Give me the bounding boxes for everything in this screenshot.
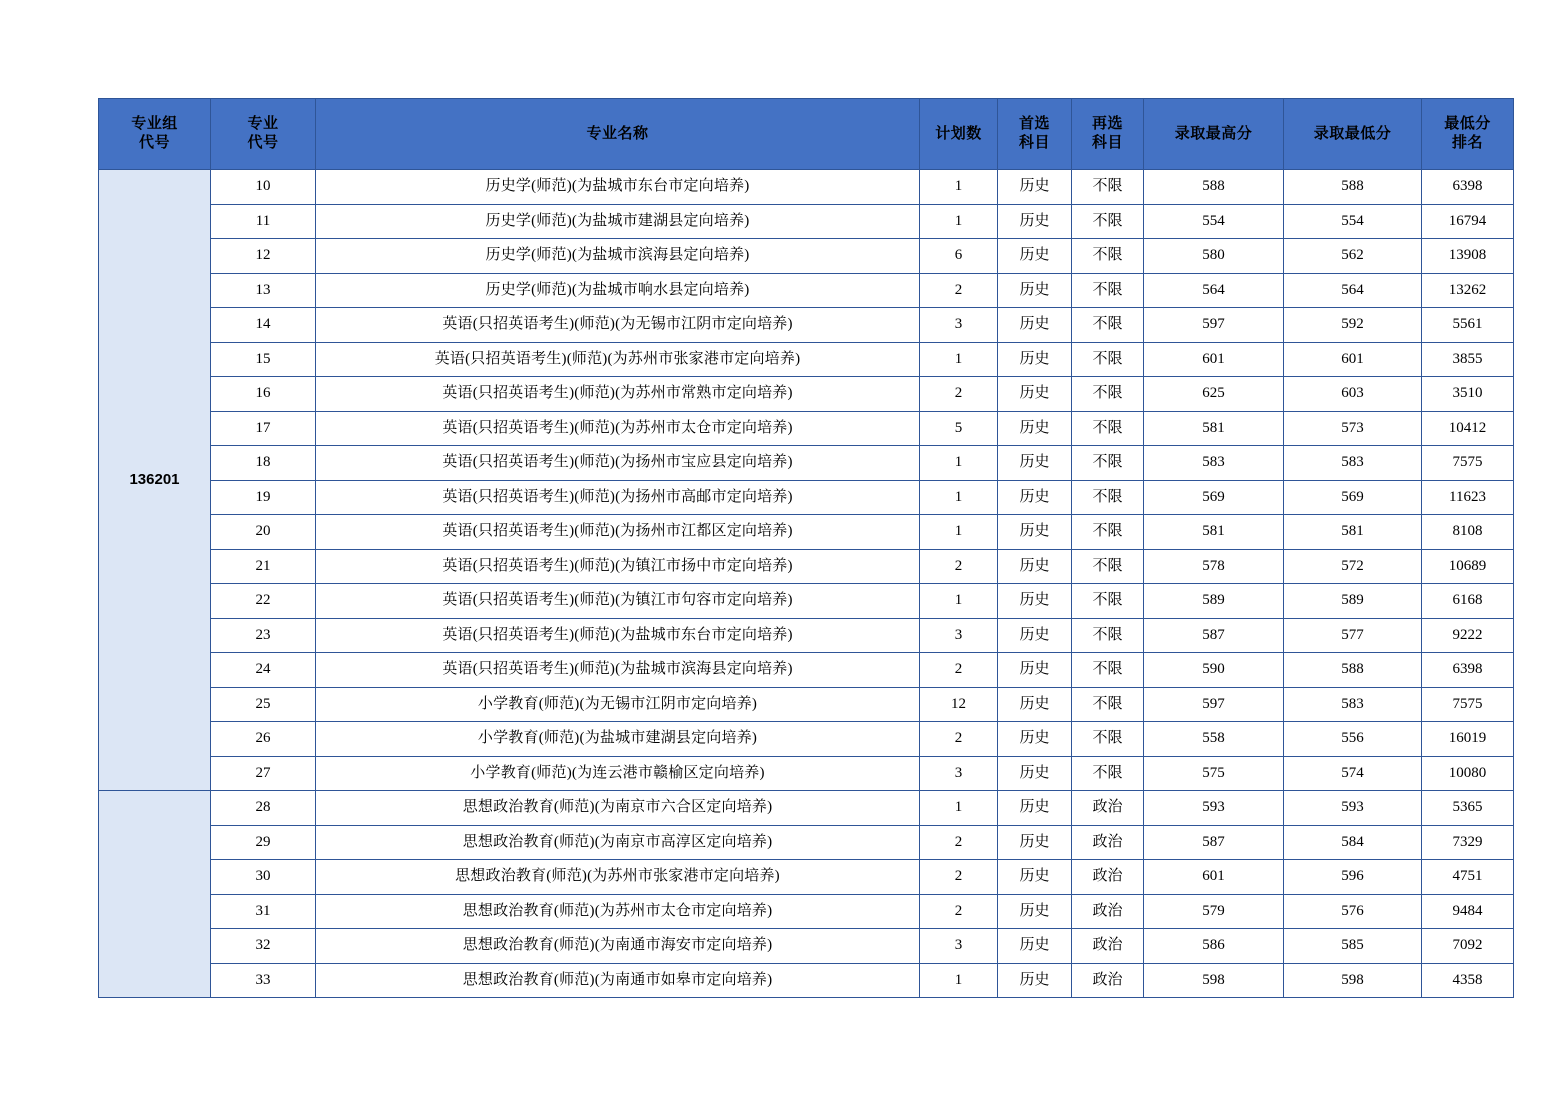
cell-group-code <box>99 791 211 998</box>
cell-lowest-score: 554 <box>1284 204 1422 239</box>
cell-plan-count: 12 <box>920 687 998 722</box>
cell-highest-score: 601 <box>1144 342 1284 377</box>
table-row <box>99 411 1514 446</box>
cell-plan-count: 3 <box>920 618 998 653</box>
cell-second-subject: 不限 <box>1072 411 1144 446</box>
cell-first-subject: 历史 <box>998 756 1072 791</box>
cell-plan-count: 2 <box>920 894 998 929</box>
cell-plan-count: 5 <box>920 411 998 446</box>
cell-lowest-rank: 10080 <box>1422 756 1514 791</box>
cell-plan-count: 3 <box>920 929 998 964</box>
cell-first-subject: 历史 <box>998 377 1072 412</box>
table-row <box>99 756 1514 791</box>
cell-major-name: 英语(只招英语考生)(师范)(为扬州市高邮市定向培养) <box>316 480 920 515</box>
cell-lowest-rank: 7575 <box>1422 446 1514 481</box>
cell-plan-count: 3 <box>920 756 998 791</box>
cell-group-code: 136201 <box>99 170 211 791</box>
cell-first-subject: 历史 <box>998 480 1072 515</box>
cell-major-name: 英语(只招英语考生)(师范)(为镇江市扬中市定向培养) <box>316 549 920 584</box>
cell-plan-count: 1 <box>920 170 998 205</box>
cell-first-subject: 历史 <box>998 722 1072 757</box>
cell-lowest-rank: 13908 <box>1422 239 1514 274</box>
cell-first-subject: 历史 <box>998 653 1072 688</box>
cell-first-subject: 历史 <box>998 618 1072 653</box>
cell-first-subject: 历史 <box>998 411 1072 446</box>
cell-major-name: 思想政治教育(师范)(为南京市六合区定向培养) <box>316 791 920 826</box>
header-lowest-score: 录取最低分 <box>1284 99 1422 170</box>
table-row <box>99 929 1514 964</box>
cell-major-code: 30 <box>211 860 316 895</box>
cell-major-name: 英语(只招英语考生)(师范)(为扬州市江都区定向培养) <box>316 515 920 550</box>
cell-major-code: 10 <box>211 170 316 205</box>
cell-lowest-score: 592 <box>1284 308 1422 343</box>
cell-major-code: 11 <box>211 204 316 239</box>
table-row <box>99 308 1514 343</box>
cell-lowest-rank: 9484 <box>1422 894 1514 929</box>
cell-major-name: 英语(只招英语考生)(师范)(为镇江市句容市定向培养) <box>316 584 920 619</box>
cell-major-name: 历史学(师范)(为盐城市响水县定向培养) <box>316 273 920 308</box>
cell-lowest-score: 574 <box>1284 756 1422 791</box>
cell-first-subject: 历史 <box>998 963 1072 998</box>
cell-plan-count: 1 <box>920 342 998 377</box>
cell-major-code: 26 <box>211 722 316 757</box>
cell-major-name: 小学教育(师范)(为盐城市建湖县定向培养) <box>316 722 920 757</box>
cell-major-name: 历史学(师范)(为盐城市东台市定向培养) <box>316 170 920 205</box>
table-row <box>99 894 1514 929</box>
cell-lowest-rank: 7092 <box>1422 929 1514 964</box>
cell-plan-count: 2 <box>920 860 998 895</box>
cell-major-name: 英语(只招英语考生)(师范)(为苏州市张家港市定向培养) <box>316 342 920 377</box>
table-row <box>99 618 1514 653</box>
table-row <box>99 791 1514 826</box>
header-first-subject-line2: 科目 <box>1018 134 1050 151</box>
cell-major-name: 思想政治教育(师范)(为南通市海安市定向培养) <box>316 929 920 964</box>
cell-lowest-score: 562 <box>1284 239 1422 274</box>
header-second-subject <box>1072 99 1144 170</box>
cell-lowest-rank: 4358 <box>1422 963 1514 998</box>
cell-first-subject: 历史 <box>998 894 1072 929</box>
cell-highest-score: 581 <box>1144 515 1284 550</box>
header-row <box>99 99 1514 170</box>
cell-highest-score: 564 <box>1144 273 1284 308</box>
cell-major-code: 12 <box>211 239 316 274</box>
cell-lowest-score: 564 <box>1284 273 1422 308</box>
cell-second-subject: 政治 <box>1072 860 1144 895</box>
cell-major-name: 思想政治教育(师范)(为南通市如皋市定向培养) <box>316 963 920 998</box>
cell-lowest-score: 598 <box>1284 963 1422 998</box>
cell-highest-score: 554 <box>1144 204 1284 239</box>
cell-major-name: 小学教育(师范)(为连云港市赣榆区定向培养) <box>316 756 920 791</box>
cell-lowest-rank: 6398 <box>1422 170 1514 205</box>
cell-lowest-rank: 4751 <box>1422 860 1514 895</box>
cell-lowest-score: 603 <box>1284 377 1422 412</box>
cell-major-name: 英语(只招英语考生)(师范)(为苏州市太仓市定向培养) <box>316 411 920 446</box>
cell-lowest-score: 572 <box>1284 549 1422 584</box>
cell-lowest-rank: 11623 <box>1422 480 1514 515</box>
cell-major-code: 33 <box>211 963 316 998</box>
cell-lowest-score: 589 <box>1284 584 1422 619</box>
cell-second-subject: 不限 <box>1072 722 1144 757</box>
cell-major-name: 思想政治教育(师范)(为苏州市太仓市定向培养) <box>316 894 920 929</box>
cell-major-code: 21 <box>211 549 316 584</box>
cell-highest-score: 597 <box>1144 687 1284 722</box>
cell-first-subject: 历史 <box>998 687 1072 722</box>
cell-lowest-score: 577 <box>1284 618 1422 653</box>
cell-highest-score: 579 <box>1144 894 1284 929</box>
cell-major-name: 思想政治教育(师范)(为南京市高淳区定向培养) <box>316 825 920 860</box>
cell-highest-score: 587 <box>1144 825 1284 860</box>
table-row <box>99 480 1514 515</box>
cell-major-name: 小学教育(师范)(为无锡市江阴市定向培养) <box>316 687 920 722</box>
cell-second-subject: 不限 <box>1072 239 1144 274</box>
cell-second-subject: 不限 <box>1072 687 1144 722</box>
cell-second-subject: 不限 <box>1072 273 1144 308</box>
cell-major-name: 英语(只招英语考生)(师范)(为扬州市宝应县定向培养) <box>316 446 920 481</box>
cell-second-subject: 不限 <box>1072 308 1144 343</box>
cell-major-code: 14 <box>211 308 316 343</box>
cell-second-subject: 政治 <box>1072 894 1144 929</box>
cell-second-subject: 不限 <box>1072 653 1144 688</box>
table-header <box>99 99 1514 170</box>
cell-lowest-score: 573 <box>1284 411 1422 446</box>
cell-major-name: 英语(只招英语考生)(师范)(为苏州市常熟市定向培养) <box>316 377 920 412</box>
cell-highest-score: 598 <box>1144 963 1284 998</box>
cell-plan-count: 2 <box>920 273 998 308</box>
cell-plan-count: 1 <box>920 204 998 239</box>
cell-lowest-rank: 5365 <box>1422 791 1514 826</box>
cell-major-code: 13 <box>211 273 316 308</box>
cell-highest-score: 625 <box>1144 377 1284 412</box>
cell-plan-count: 2 <box>920 377 998 412</box>
cell-lowest-score: 581 <box>1284 515 1422 550</box>
cell-lowest-rank: 6168 <box>1422 584 1514 619</box>
cell-lowest-rank: 16019 <box>1422 722 1514 757</box>
cell-second-subject: 不限 <box>1072 377 1144 412</box>
cell-lowest-rank: 3510 <box>1422 377 1514 412</box>
header-second-subject-line1: 再选 <box>1091 115 1123 133</box>
cell-highest-score: 587 <box>1144 618 1284 653</box>
cell-lowest-score: 588 <box>1284 170 1422 205</box>
cell-major-code: 28 <box>211 791 316 826</box>
cell-major-code: 32 <box>211 929 316 964</box>
table-row <box>99 549 1514 584</box>
cell-highest-score: 597 <box>1144 308 1284 343</box>
cell-first-subject: 历史 <box>998 860 1072 895</box>
table-row <box>99 239 1514 274</box>
cell-lowest-rank: 13262 <box>1422 273 1514 308</box>
cell-major-code: 27 <box>211 756 316 791</box>
cell-second-subject: 政治 <box>1072 963 1144 998</box>
cell-highest-score: 601 <box>1144 860 1284 895</box>
cell-lowest-rank: 9222 <box>1422 618 1514 653</box>
cell-lowest-rank: 3855 <box>1422 342 1514 377</box>
header-lowest-rank-line1: 最低分 <box>1444 115 1491 133</box>
header-second-subject-line2: 科目 <box>1091 134 1123 151</box>
cell-first-subject: 历史 <box>998 791 1072 826</box>
cell-second-subject: 不限 <box>1072 446 1144 481</box>
cell-second-subject: 不限 <box>1072 342 1144 377</box>
cell-lowest-rank: 10412 <box>1422 411 1514 446</box>
cell-lowest-score: 576 <box>1284 894 1422 929</box>
table-row <box>99 653 1514 688</box>
cell-second-subject: 不限 <box>1072 515 1144 550</box>
cell-lowest-rank: 16794 <box>1422 204 1514 239</box>
cell-highest-score: 569 <box>1144 480 1284 515</box>
cell-major-name: 英语(只招英语考生)(师范)(为盐城市东台市定向培养) <box>316 618 920 653</box>
cell-first-subject: 历史 <box>998 170 1072 205</box>
cell-lowest-score: 583 <box>1284 687 1422 722</box>
cell-plan-count: 2 <box>920 653 998 688</box>
cell-second-subject: 不限 <box>1072 756 1144 791</box>
cell-first-subject: 历史 <box>998 825 1072 860</box>
cell-first-subject: 历史 <box>998 308 1072 343</box>
cell-major-name: 历史学(师范)(为盐城市滨海县定向培养) <box>316 239 920 274</box>
cell-first-subject: 历史 <box>998 239 1072 274</box>
cell-first-subject: 历史 <box>998 446 1072 481</box>
header-major-code <box>211 99 316 170</box>
header-major-name: 专业名称 <box>316 99 920 170</box>
cell-lowest-score: 583 <box>1284 446 1422 481</box>
cell-plan-count: 2 <box>920 549 998 584</box>
cell-lowest-score: 588 <box>1284 653 1422 688</box>
header-lowest-rank <box>1422 99 1514 170</box>
table-row <box>99 377 1514 412</box>
cell-lowest-score: 593 <box>1284 791 1422 826</box>
cell-major-code: 20 <box>211 515 316 550</box>
cell-lowest-score: 569 <box>1284 480 1422 515</box>
cell-major-code: 22 <box>211 584 316 619</box>
cell-second-subject: 不限 <box>1072 480 1144 515</box>
header-major-code-line2: 代号 <box>247 134 279 151</box>
cell-plan-count: 1 <box>920 480 998 515</box>
admission-score-table-wrapper <box>98 98 1491 998</box>
table-row <box>99 446 1514 481</box>
table-row <box>99 515 1514 550</box>
table-row <box>99 584 1514 619</box>
cell-first-subject: 历史 <box>998 929 1072 964</box>
cell-second-subject: 不限 <box>1072 584 1144 619</box>
cell-lowest-score: 601 <box>1284 342 1422 377</box>
table-row <box>99 170 1514 205</box>
cell-highest-score: 586 <box>1144 929 1284 964</box>
cell-plan-count: 1 <box>920 963 998 998</box>
cell-major-name: 历史学(师范)(为盐城市建湖县定向培养) <box>316 204 920 239</box>
cell-highest-score: 593 <box>1144 791 1284 826</box>
cell-lowest-rank: 6398 <box>1422 653 1514 688</box>
header-major-code-line1: 专业 <box>247 115 279 133</box>
cell-major-code: 31 <box>211 894 316 929</box>
cell-major-code: 23 <box>211 618 316 653</box>
cell-lowest-score: 584 <box>1284 825 1422 860</box>
cell-highest-score: 588 <box>1144 170 1284 205</box>
cell-plan-count: 1 <box>920 515 998 550</box>
cell-first-subject: 历史 <box>998 549 1072 584</box>
header-lowest-rank-line2: 排名 <box>1451 134 1483 151</box>
cell-lowest-rank: 10689 <box>1422 549 1514 584</box>
cell-major-code: 15 <box>211 342 316 377</box>
cell-lowest-score: 585 <box>1284 929 1422 964</box>
cell-first-subject: 历史 <box>998 273 1072 308</box>
cell-plan-count: 2 <box>920 825 998 860</box>
cell-highest-score: 589 <box>1144 584 1284 619</box>
cell-major-code: 19 <box>211 480 316 515</box>
header-plan-count: 计划数 <box>920 99 998 170</box>
table-row <box>99 273 1514 308</box>
cell-highest-score: 580 <box>1144 239 1284 274</box>
cell-first-subject: 历史 <box>998 204 1072 239</box>
cell-lowest-score: 556 <box>1284 722 1422 757</box>
cell-lowest-rank: 7329 <box>1422 825 1514 860</box>
cell-major-code: 25 <box>211 687 316 722</box>
cell-second-subject: 不限 <box>1072 549 1144 584</box>
table-row <box>99 722 1514 757</box>
header-group-code <box>99 99 211 170</box>
header-first-subject <box>998 99 1072 170</box>
cell-highest-score: 581 <box>1144 411 1284 446</box>
table-body <box>99 170 1514 998</box>
cell-major-code: 18 <box>211 446 316 481</box>
cell-lowest-score: 596 <box>1284 860 1422 895</box>
cell-plan-count: 2 <box>920 722 998 757</box>
cell-major-code: 16 <box>211 377 316 412</box>
cell-major-code: 17 <box>211 411 316 446</box>
cell-plan-count: 3 <box>920 308 998 343</box>
cell-first-subject: 历史 <box>998 584 1072 619</box>
cell-second-subject: 政治 <box>1072 791 1144 826</box>
table-row <box>99 342 1514 377</box>
header-group-code-line2: 代号 <box>138 134 170 151</box>
cell-major-name: 思想政治教育(师范)(为苏州市张家港市定向培养) <box>316 860 920 895</box>
cell-major-name: 英语(只招英语考生)(师范)(为盐城市滨海县定向培养) <box>316 653 920 688</box>
cell-lowest-rank: 7575 <box>1422 687 1514 722</box>
cell-plan-count: 1 <box>920 791 998 826</box>
cell-highest-score: 558 <box>1144 722 1284 757</box>
cell-lowest-rank: 5561 <box>1422 308 1514 343</box>
cell-highest-score: 575 <box>1144 756 1284 791</box>
table-row <box>99 860 1514 895</box>
cell-highest-score: 590 <box>1144 653 1284 688</box>
table-row <box>99 204 1514 239</box>
cell-highest-score: 578 <box>1144 549 1284 584</box>
cell-first-subject: 历史 <box>998 342 1072 377</box>
table-row <box>99 963 1514 998</box>
cell-second-subject: 不限 <box>1072 204 1144 239</box>
table-row <box>99 687 1514 722</box>
header-group-code-line1: 专业组 <box>131 115 178 133</box>
cell-second-subject: 政治 <box>1072 825 1144 860</box>
cell-major-code: 29 <box>211 825 316 860</box>
cell-highest-score: 583 <box>1144 446 1284 481</box>
cell-lowest-rank: 8108 <box>1422 515 1514 550</box>
cell-plan-count: 6 <box>920 239 998 274</box>
cell-plan-count: 1 <box>920 446 998 481</box>
cell-first-subject: 历史 <box>998 515 1072 550</box>
cell-second-subject: 不限 <box>1072 170 1144 205</box>
cell-second-subject: 不限 <box>1072 618 1144 653</box>
table-row <box>99 825 1514 860</box>
cell-major-code: 24 <box>211 653 316 688</box>
header-first-subject-line1: 首选 <box>1018 115 1050 133</box>
cell-second-subject: 政治 <box>1072 929 1144 964</box>
header-highest-score: 录取最高分 <box>1144 99 1284 170</box>
admission-score-table <box>98 98 1514 998</box>
cell-plan-count: 1 <box>920 584 998 619</box>
cell-major-name: 英语(只招英语考生)(师范)(为无锡市江阴市定向培养) <box>316 308 920 343</box>
